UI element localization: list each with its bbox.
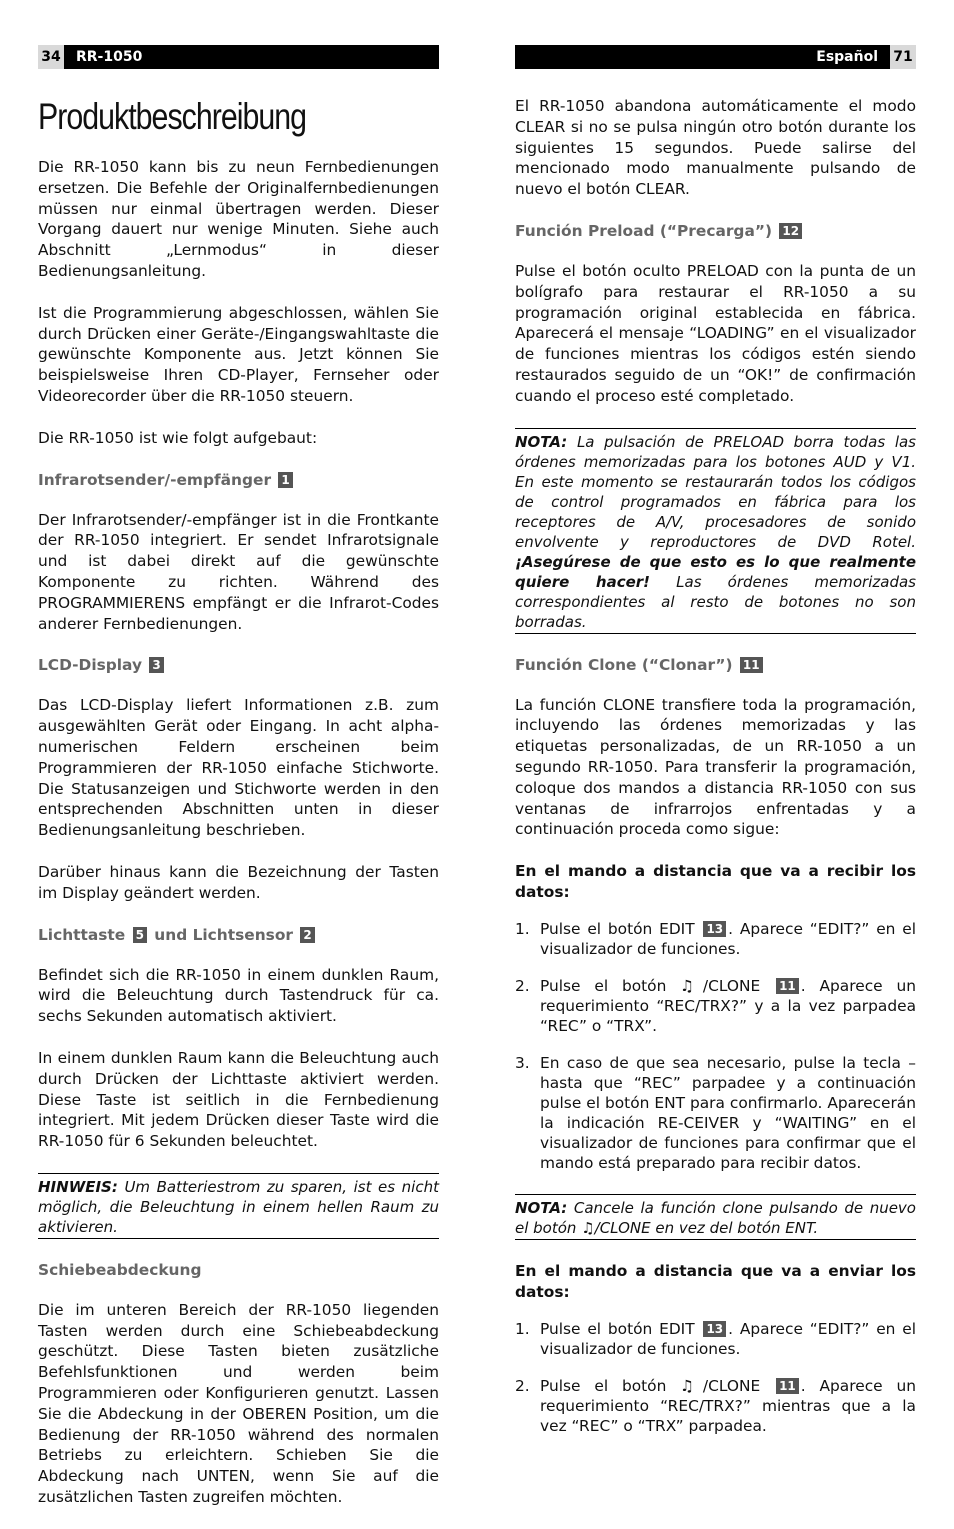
left-column xyxy=(38,95,439,1529)
list-item: 2. Pulse el botón ♫/CLONE 11 . Aparece un requerimiento “REC/TRX?” mientras que a la vez “REC” o “TRX” parpadea. xyxy=(515,1377,916,1436)
receive-heading: En el mando a distancia que va a recibir los datos: xyxy=(515,862,916,901)
section-heading-slide: Schiebeabdeckung xyxy=(38,1260,202,1279)
ir-paragraph: Der Infrarotsender/-empfänger ist in die Frontkante der RR-1050 integriert. Er sendet Infrarotsignale und ist dabei direkt auf die gewünschte Komponente zu richten. Während des PROGRAMMIERENS empfängt er die Infrarot-Codes anderer Fernbedienungen. xyxy=(38,510,439,633)
list-item: 1. Pulse el botón EDIT 13 . Aparece “EDIT?” en el visualizador de funciones. xyxy=(515,1320,916,1359)
slide-paragraph: Die im unteren Bereich der RR-1050 liegenden Tasten werden durch eine Schiebeabdeckung geschützt. Diese Tasten bieten zusätzliche Befehlsfunktionen und werden beim Programmieren oder Konfigurieren genutzt. Lassen Sie die Abdeckung in der OBEREN Position, um die Bedienung der RR-1050 während des normalen Betriebs zu erleichtern. Schieben Sie die Abdeckung nach UNTEN, wenn Sie auf die zusätzlichen Tasten zugreifen möchten. xyxy=(38,1300,439,1507)
page-number-right: 71 xyxy=(890,45,916,69)
send-heading: En el mando a distancia que va a enviar los datos: xyxy=(515,1262,916,1301)
section-heading-preload: Función Preload (“Precarga”) 12 xyxy=(515,221,916,241)
preload-note: NOTA: La pulsación de PRELOAD borra todas las órdenes memorizadas para los botones AUD y V1. En este momento se restaurarán todos los códigos de control programados en fábrica para los receptores de A/V, procesadores de sonido envolvente y reproductores de DVD Rotel. ¡Asegúrese de que esto es lo que realmente quiere hacer! Las órdenes memorizadas correspondientes al resto de botones no son borradas. xyxy=(515,428,916,634)
callout-number: 2 xyxy=(300,927,314,943)
page-title: Produktbeschreibung xyxy=(38,96,307,137)
light-paragraph-2: In einem dunklen Raum kann die Beleuchtung auch durch Drücken der Lichttaste aktiviert werden. Diese Taste ist seitlich in die Fernbedienung integriert. Mit jedem Drücken dieser Taste wird die RR-1050 für 6 Sekunden beleuchtet. xyxy=(38,1048,439,1151)
intro-paragraph: Die RR-1050 kann bis zu neun Fernbedienungen ersetzen. Die Befehle der Originalfernbedienungen müssen nur einmal übertragen werden. Dieser Vorgang dauert nur wenige Minuten. Siehe auch Abschnitt „Lernmodus“ in dieser Bedienungsanleitung. xyxy=(38,158,439,280)
programming-paragraph: Ist die Programmierung abgeschlossen, wählen Sie durch Drücken einer Geräte-/Eingangswahltaste die gewünschte Komponente aus. Jetzt können Sie beispielsweise Ihren CD-Player, Fernseher oder Videorecorder über die RR-1050 steuern. xyxy=(38,303,439,405)
callout-number: 11 xyxy=(740,657,763,673)
callout-number: 11 xyxy=(776,978,799,994)
clear-paragraph: El RR-1050 abandona automáticamente el modo CLEAR si no se pulsa ningún otro botón durante los siguientes 15 segundos. Puede salirse del mencionado modo manualmente pulsando de nuevo el botón CLEAR. xyxy=(515,97,916,199)
lcd-paragraph-2: Darüber hinaus kann die Bezeichnung der Tasten im Display geändert werden. xyxy=(38,862,439,902)
structure-paragraph: Die RR-1050 ist wie folgt aufgebaut: xyxy=(38,428,318,447)
send-steps xyxy=(515,1319,916,1436)
header-bar-right xyxy=(515,45,916,69)
section-heading-clone: Función Clone (“Clonar”) 11 xyxy=(515,655,916,675)
callout-number: 11 xyxy=(776,1378,799,1394)
callout-number: 5 xyxy=(133,927,147,943)
preload-paragraph: Pulse el botón oculto PRELOAD con la punta de un bolígrafo para restaurar el RR-1050 a su programación original establecida en fábrica. Aparecerá el mensaje “LOADING” en el visualizador de funciones mientras los códigos estén siendo restaurados seguido de un “OK!” de confirmación cuando el proceso esté completado. xyxy=(515,261,916,405)
callout-number: 3 xyxy=(149,657,163,673)
hint-note: HINWEIS: Um Batteriestrom zu sparen, ist es nicht möglich, die Beleuchtung in einem hellen Raum zu aktivieren. xyxy=(38,1173,439,1239)
list-item: 3. En caso de que sea necesario, pulse la tecla – hasta que “REC” parpadee y a continuación pulse el botón ENT para confirmarlo. Aparecerán la indicación RE-CEIVER y “WAITING” en el visualizador de funciones para confirmar que el mando está preparado para recibir datos. xyxy=(515,1054,916,1173)
callout-number: 13 xyxy=(703,921,726,937)
callout-number: 1 xyxy=(278,472,292,488)
callout-number: 12 xyxy=(779,223,802,239)
language-title: Español xyxy=(816,49,878,65)
section-heading-light: Lichttaste 5 und Lichtsensor 2 xyxy=(38,925,439,945)
receive-steps xyxy=(515,919,916,1173)
page-number-left: 34 xyxy=(38,45,64,69)
right-column xyxy=(515,96,916,1457)
lcd-paragraph-1: Das LCD-Display liefert Informationen z.B. zum ausgewählten Gerät oder Eingang. In acht alpha-numerischen Feldern erscheinen beim Programmieren der RR-1050 einfache Stichworte. Die Statusanzeigen und Stichworte werden in den entsprechenden Abschnitten unten in dieser Bedienungsanleitung beschrieben. xyxy=(38,696,439,840)
section-heading-lcd: LCD-Display 3 xyxy=(38,655,439,675)
callout-number: 13 xyxy=(703,1321,726,1337)
clone-note: NOTA: Cancele la función clone pulsando de nuevo el botón ♫/CLONE en vez del botón ENT. xyxy=(515,1194,916,1240)
section-heading-ir: Infrarotsender/-empfänger 1 xyxy=(38,470,439,490)
header-bar-left xyxy=(38,45,439,69)
model-title: RR-1050 xyxy=(76,49,143,65)
light-paragraph-1: Befindet sich die RR-1050 in einem dunklen Raum, wird die Beleuchtung durch Tastendruck für ca. sechs Sekunden automatisch aktiviert. xyxy=(38,965,439,1026)
clone-paragraph: La función CLONE transfiere toda la programación, incluyendo las órdenes memorizadas y las etiquetas personalizadas, de un RR-1050 a un segundo RR-1050. Para transferir la programación, coloque dos mandos a distancia RR-1050 con sus ventanas de infrarrojos enfrentadas y a continuación proceda como sigue: xyxy=(515,695,916,839)
list-item: 2. Pulse el botón ♫/CLONE 11 . Aparece un requerimiento “REC/TRX?” y a la vez parpadea “REC” o “TRX”. xyxy=(515,977,916,1036)
list-item: 1. Pulse el botón EDIT 13 . Aparece “EDIT?” en el visualizador de funciones. xyxy=(515,920,916,959)
